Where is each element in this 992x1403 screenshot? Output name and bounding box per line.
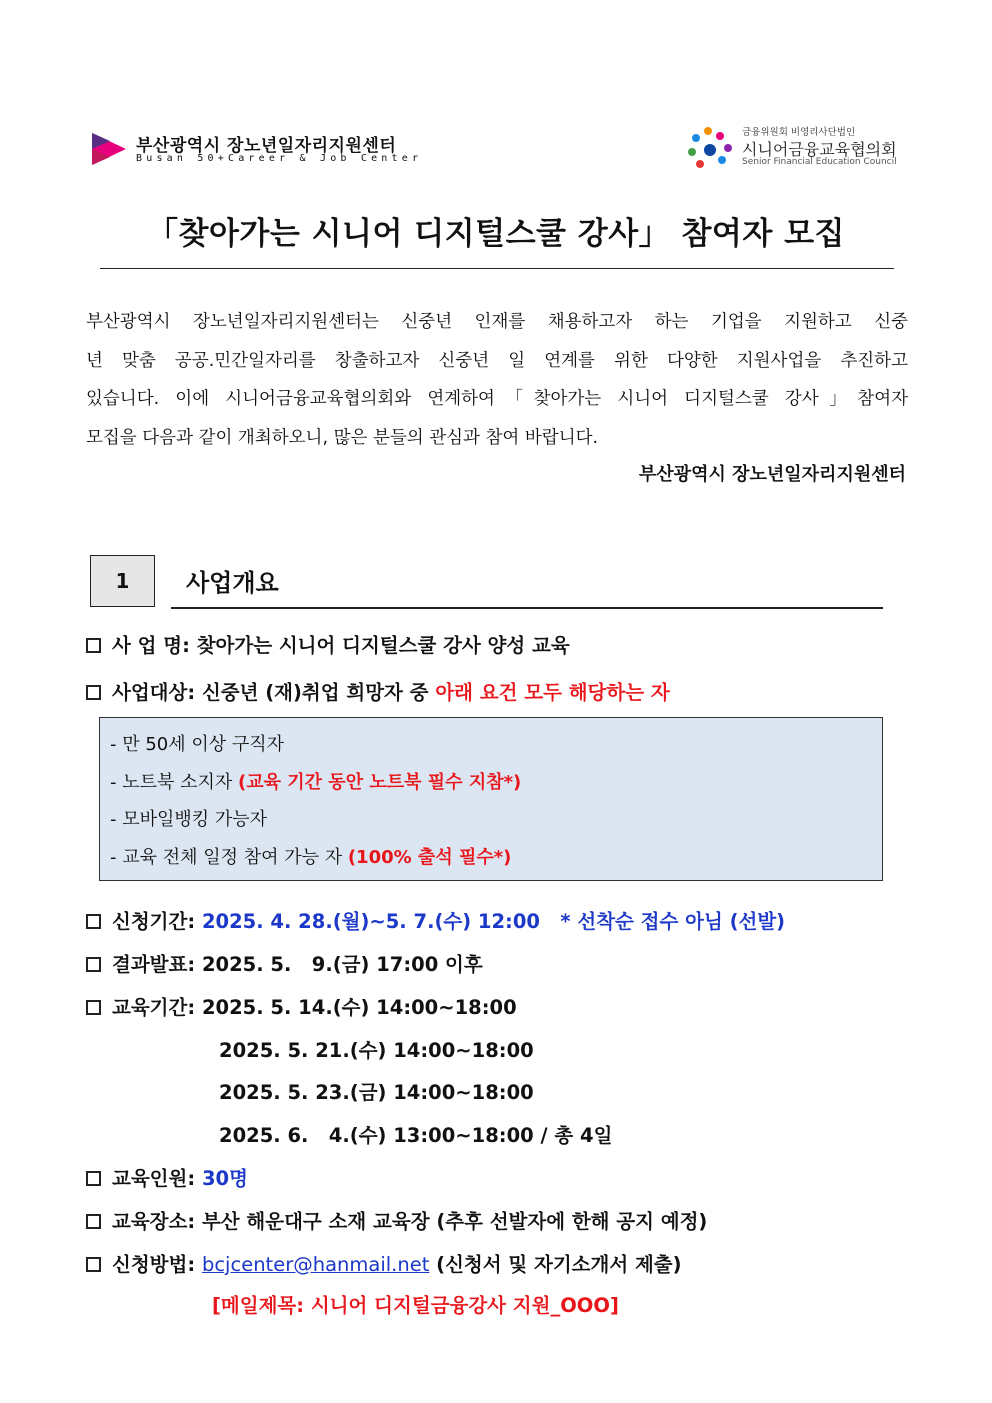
item-value: 2025. 5. 9.(금) 17:00 이후 (201, 953, 483, 976)
busan-center-english: Busan 50+Career & Job Center (136, 153, 423, 164)
intro-line: 년 맞춤 공공.민간일자리를 창출하고자 신중년 일 연계를 위한 다양한 지원사업을 추진하고 (86, 350, 908, 371)
edu-date: 2025. 5. 21.(수) 14:00~18:00 (219, 1039, 534, 1062)
edu-date: 2025. 6. 4.(수) 13:00~18:00 / 총 4일 (219, 1124, 613, 1147)
item-label: 사업대상: (112, 681, 196, 704)
intro-paragraph (86, 303, 908, 458)
edu-date: 2025. 5. 14.(수) 14:00~18:00 (201, 996, 517, 1019)
page-title: 「찾아가는 시니어 디지털스쿨 강사」 참여자 모집 (147, 216, 845, 252)
condition-item (110, 764, 882, 802)
senior-council-english: Senior Financial Education Council (742, 157, 897, 167)
item-label: 신청기간: (112, 910, 196, 933)
item-value: 30명 (201, 1167, 248, 1190)
item-place (86, 1206, 707, 1234)
condition-item (110, 801, 882, 839)
condition-note: (교육 기간 동안 노트북 필수 지참*) (238, 771, 522, 793)
item-result (86, 949, 483, 977)
section-number: 1 (90, 555, 155, 607)
section-title: 사업개요 (186, 569, 279, 597)
item-business-name (86, 630, 570, 658)
senior-council-logo-icon (686, 126, 736, 170)
senior-council-subtitle: 금융위원회 비영리사단법인 (742, 127, 856, 138)
condition-item (110, 726, 882, 764)
item-label: 교육기간: (112, 996, 196, 1019)
edu-date: 2025. 5. 23.(금) 14:00~18:00 (219, 1081, 534, 1104)
intro-line: 있습니다. 이에 시니어금융교육협의회와 연계하여「찾아가는 시니어 디지털스쿨 강사」참여자 (86, 389, 908, 410)
checkbox-icon (86, 1171, 101, 1186)
email-link[interactable]: bcjcenter@hanmail.net (201, 1253, 430, 1276)
condition-text: - 모바일뱅킹 가능자 (110, 809, 268, 830)
condition-text: - 노트북 소지자 (110, 771, 238, 793)
intro-line: 부산광역시 장노년일자리지원센터는 신중년 인재를 채용하고자 하는 기업을 지원하고 신중 (86, 312, 908, 332)
busan-center-logo-icon (92, 131, 128, 167)
checkbox-icon (86, 638, 101, 653)
item-value: 2025. 4. 28.(월)~5. 7.(수) 12:00 (201, 910, 540, 933)
item-headcount (86, 1163, 248, 1191)
item-label: 신청방법: (112, 1253, 196, 1276)
checkbox-icon (86, 1214, 101, 1229)
checkbox-icon (86, 1257, 101, 1272)
item-note: (신청서 및 자기소개서 제출) (436, 1253, 682, 1276)
item-value: 부산 해운대구 소재 교육장 (추후 선발자에 한해 공지 예정) (201, 1210, 708, 1233)
busan-center-name: 부산광역시 장노년일자리지원센터 (136, 136, 397, 156)
item-method (86, 1249, 682, 1277)
checkbox-icon (86, 685, 101, 700)
item-target (86, 677, 670, 705)
item-highlight: 아래 요건 모두 해당하는 자 (435, 681, 670, 704)
item-value: 신중년 (재)취업 희망자 중 (201, 681, 429, 704)
condition-text: - 만 50세 이상 구직자 (110, 734, 285, 755)
item-apply-period (86, 906, 785, 934)
condition-text: - 교육 전체 일정 참여 가능 자 (110, 846, 348, 868)
checkbox-icon (86, 957, 101, 972)
item-label: 교육인원: (112, 1167, 196, 1190)
item-label: 사 업 명: (112, 634, 190, 657)
section-divider (171, 607, 883, 609)
intro-line: 모집을 다음과 같이 개최하오니, 많은 분들의 관심과 참여 바랍니다. (86, 428, 599, 449)
senior-council-logo (686, 124, 906, 170)
title-divider (100, 268, 894, 269)
item-label: 결과발표: (112, 953, 196, 976)
signer: 부산광역시 장노년일자리지원센터 (638, 464, 906, 485)
condition-item (110, 839, 882, 877)
checkbox-icon (86, 914, 101, 929)
checkbox-icon (86, 1000, 101, 1015)
busan-center-logo (92, 131, 423, 167)
item-edu-period (86, 992, 517, 1020)
item-label: 교육장소: (112, 1210, 196, 1233)
conditions-box (99, 717, 883, 881)
senior-council-name: 시니어금융교육협의회 (742, 140, 897, 159)
condition-note: (100% 출석 필수*) (347, 846, 512, 868)
mail-subject: [메일제목: 시니어 디지털금융강사 지원_OOO] (212, 1294, 619, 1317)
item-value: 찾아가는 시니어 디지털스쿨 강사 양성 교육 (196, 634, 570, 657)
item-note: * 선착순 접수 아님 (선발) (560, 910, 786, 933)
